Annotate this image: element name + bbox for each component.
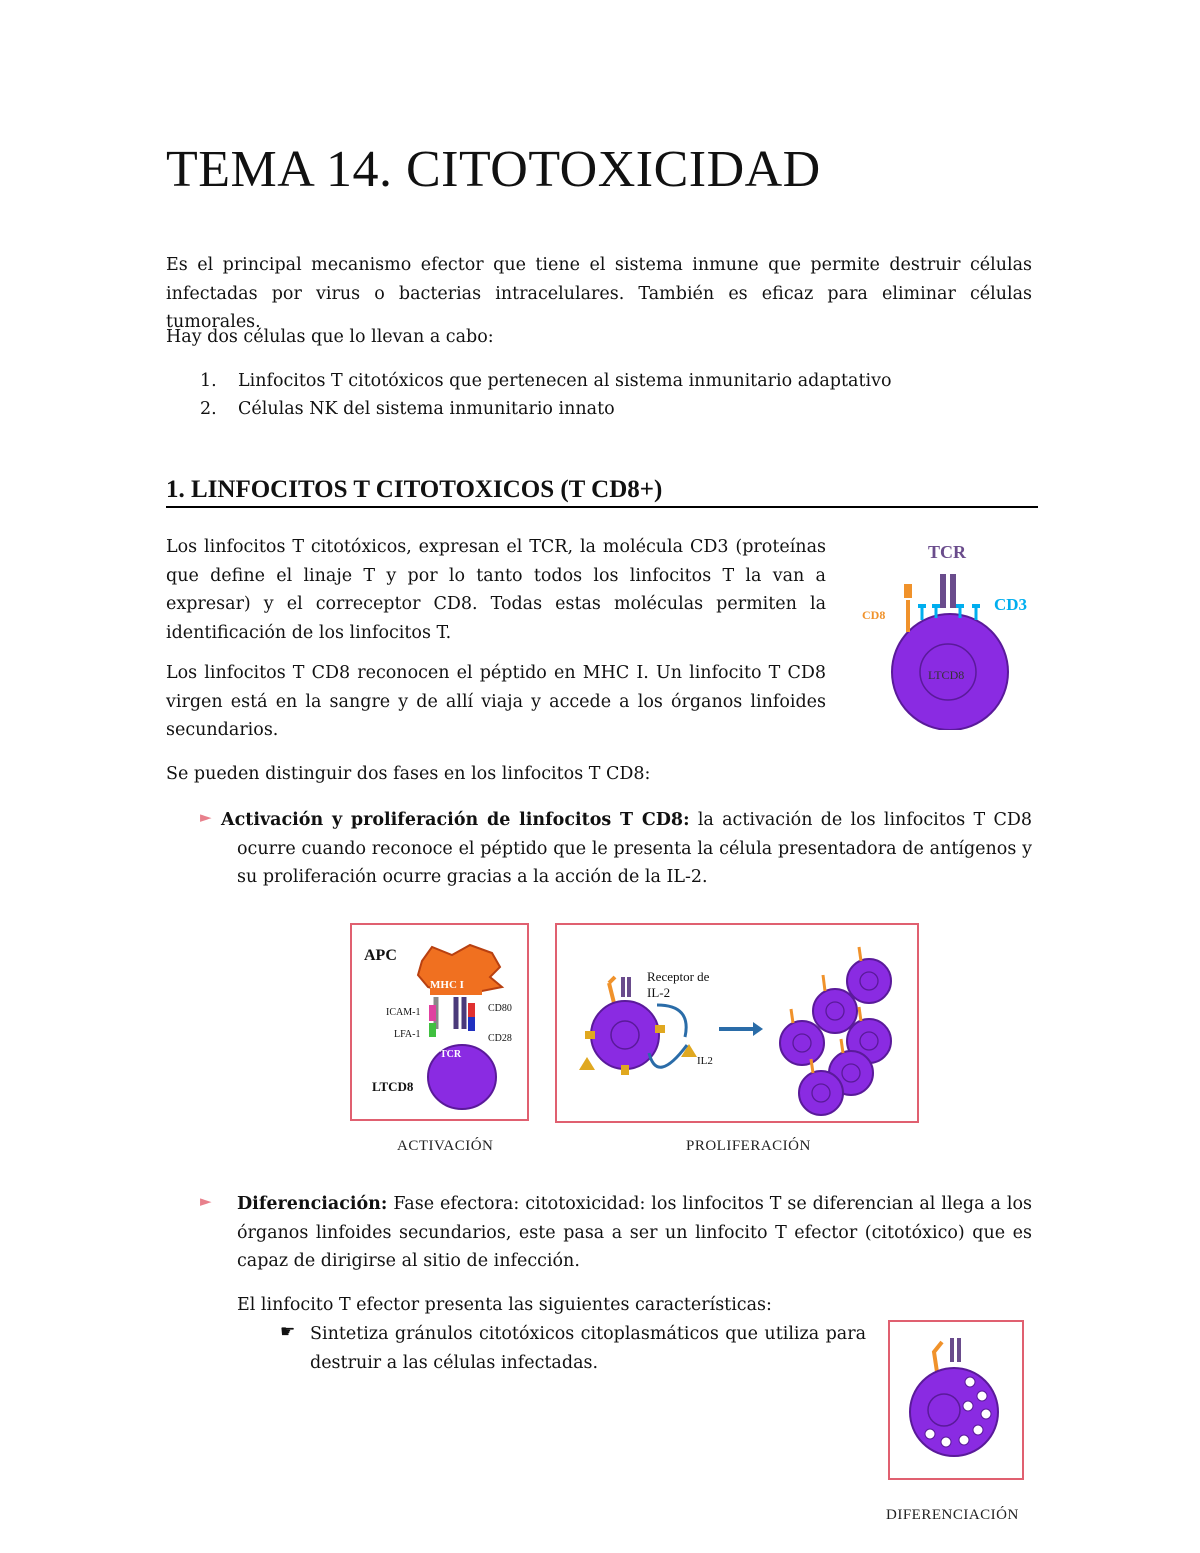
lfa-label: LFA-1 <box>394 1029 421 1040</box>
cell-figure <box>860 540 1040 730</box>
list-number: 1. <box>200 371 217 391</box>
list-number: 2. <box>200 399 217 419</box>
bullet-body: Fase efectora: citotoxicidad: los linfocitos T se diferencian al llega a los órganos linfoides secundarios, este pasa a ser un linfocito T efector (citotóxico) que es capaz de dirigirse al sitio de infección. <box>237 1194 1032 1271</box>
section-paragraph-1: Los linfocitos T citotóxicos, expresan el TCR, la molécula CD3 (proteínas que define el linaje T y por lo tanto todos los linfocitos T la van a expresar) y el correceptor CD8. Todas estas moléculas permiten la identificación de los linfocitos T. <box>166 537 826 643</box>
icam-label: ICAM-1 <box>386 1007 421 1018</box>
bullet-body: la activación de los linfocitos T CD8 ocurre cuando reconoce el péptido que le presenta la célula presentadora de antígenos y su proliferación ocurre gracias a la acción de la IL-2. <box>237 810 1032 887</box>
activation-caption: ACTIVACIÓN <box>397 1138 494 1154</box>
cd80-label: CD80 <box>488 1003 512 1014</box>
list-text: Linfocitos T citotóxicos que pertenecen al sistema inmunitario adaptativo <box>238 371 892 391</box>
ltcd8-label: LTCD8 <box>928 668 965 682</box>
receptor-label: Receptor de IL-2 <box>647 969 710 1000</box>
differentiation-figure <box>888 1320 1024 1480</box>
list-item <box>200 367 892 395</box>
intro-paragraph-1: Es el principal mecanismo efector que tiene el sistema inmune que permite destruir células infectadas por virus o bacterias intracelulares. También es eficaz para eliminar células tumorales. <box>166 255 1032 332</box>
section-paragraph-3: Se pueden distinguir dos fases en los linfocitos T CD8: <box>166 764 651 784</box>
apc-label: APC <box>364 947 397 964</box>
list-text: Células NK del sistema inmunitario innato <box>238 399 615 419</box>
bullet-text <box>221 806 1032 892</box>
proliferation-figure <box>555 923 919 1123</box>
bullet-title: Activación y proliferación de linfocitos T CD8: <box>221 810 690 830</box>
cd28-label: CD28 <box>488 1033 512 1044</box>
intro-paragraph-2: Hay dos células que lo llevan a cabo: <box>166 327 494 347</box>
mhc-label: MHC I <box>430 979 464 991</box>
cd3-label: CD3 <box>994 595 1028 614</box>
list-item <box>200 395 615 423</box>
section-paragraph-4: El linfocito T efector presenta las siguientes características: <box>237 1295 772 1315</box>
sub-bullet-text: Sintetiza gránulos citotóxicos citoplasmáticos que utiliza para destruir a las células infectadas. <box>310 1324 866 1373</box>
cell-diagram <box>860 540 1040 730</box>
il2-label: IL2 <box>697 1055 713 1067</box>
cd8-label: CD8 <box>862 608 886 622</box>
proliferation-caption: PROLIFERACIÓN <box>686 1138 811 1154</box>
page-title: TEMA 14. CITOTOXICIDAD <box>166 141 821 198</box>
tcr-label: TCR <box>440 1049 462 1060</box>
bullet-title: Diferenciación: <box>237 1194 388 1214</box>
ltcd8-label: LTCD8 <box>372 1079 414 1094</box>
bullet-text <box>237 1190 1032 1276</box>
triangle-right-icon: ► <box>200 1192 212 1210</box>
activation-figure <box>350 923 529 1121</box>
differentiation-diagram <box>890 1322 1022 1478</box>
differentiation-caption: DIFERENCIACIÓN <box>886 1507 1019 1523</box>
proliferation-diagram <box>557 925 917 1121</box>
pointing-hand-icon: ☛ <box>280 1322 296 1342</box>
section-heading: 1. LINFOCITOS T CITOTOXICOS (T CD8+) <box>166 476 1038 508</box>
section-paragraph-2: Los linfocitos T CD8 reconocen el péptido en MHC I. Un linfocito T CD8 virgen está en la sangre y de allí viaja y accede a los órganos linfoides secundarios. <box>166 663 826 740</box>
tcr-label: TCR <box>928 542 967 562</box>
triangle-right-icon: ► <box>200 808 212 826</box>
